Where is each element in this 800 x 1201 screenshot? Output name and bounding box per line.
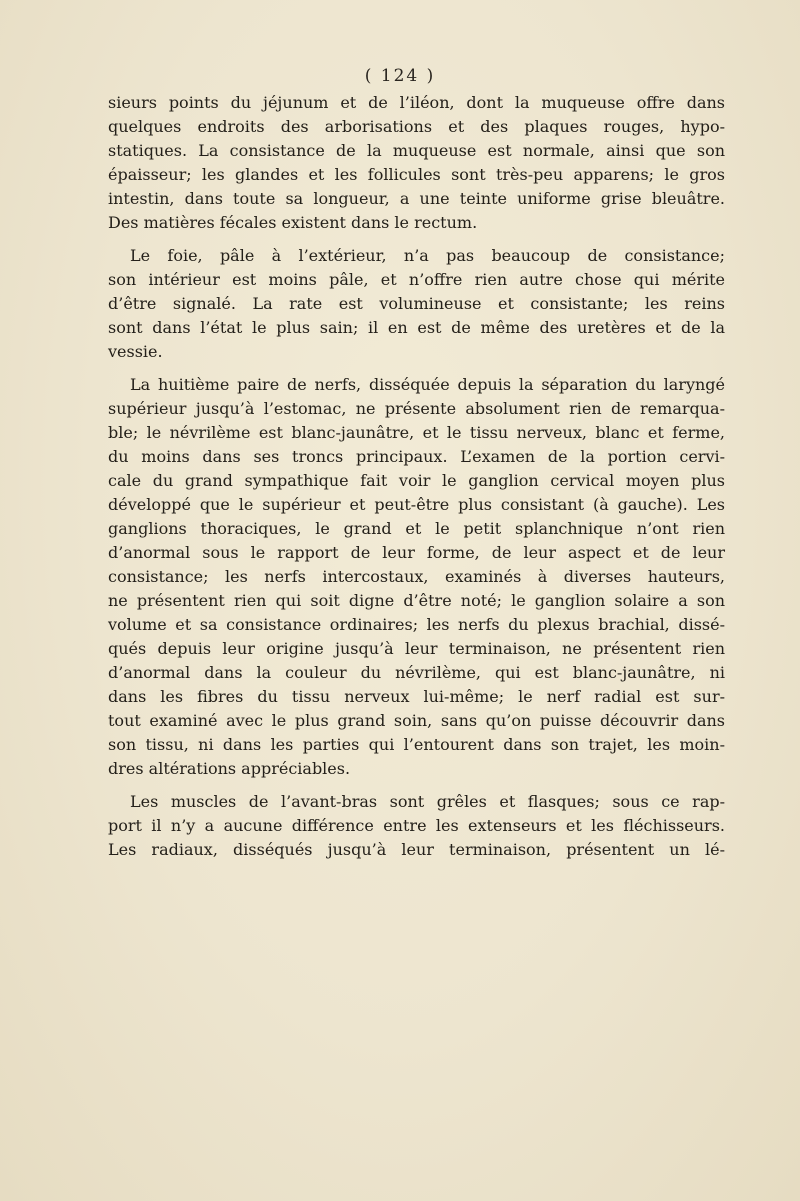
text-line: qués depuis leur origine jusqu’à leur terminaison, ne présentent rien [108,639,725,658]
paragraph-4 [108,790,725,862]
paragraph-3 [108,373,725,781]
paragraph-1 [108,91,725,235]
text-line: épaisseur; les glandes et les follicules sont très-peu apparens; le gros [108,165,725,184]
text-line: son intérieur est moins pâle, et n’offre rien autre chose qui mérite [108,270,725,289]
text-line: ganglions thoraciques, le grand et le petit splanchnique n’ont rien [108,519,725,538]
text-line: La huitième paire de nerfs, disséquée depuis la séparation du laryngé [130,375,725,394]
text-line: cale du grand sympathique fait voir le ganglion cervical moyen plus [108,471,725,490]
text-line: port il n’y a aucune différence entre les extenseurs et les fléchisseurs. [108,816,725,835]
text-line: développé que le supérieur et peut-être plus consistant (à gauche). Les [108,495,725,514]
text-line: son tissu, ni dans les parties qui l’entourent dans son trajet, les moin- [108,735,725,754]
text-line: dans les fibres du tissu nerveux lui-même; le nerf radial est sur- [108,687,725,706]
text-line: intestin, dans toute sa longueur, a une teinte uniforme grise bleuâtre. [108,189,725,208]
text-line: dres altérations appréciables. [108,759,351,778]
text-line: Le foie, pâle à l’extérieur, n’a pas beaucoup de consistance; [130,246,725,265]
text-line: d’être signalé. La rate est volumineuse et consistante; les reins [108,294,725,313]
text-line: ble; le névrilème est blanc-jaunâtre, et le tissu nerveux, blanc et ferme, [108,423,725,442]
text-line: ne présentent rien qui soit digne d’être noté; le ganglion solaire a son [108,591,725,610]
text-line: consistance; les nerfs intercostaux, examinés à diverses hauteurs, [108,567,725,586]
text-line: quelques endroits des arborisations et des plaques rouges, hypo- [108,117,725,136]
text-line: sieurs points du jéjunum et de l’iléon, dont la muqueuse offre dans [108,93,725,112]
text-line: supérieur jusqu’à l’estomac, ne présente absolument rien de remarqua- [108,399,725,418]
text-line: vessie. [108,342,163,361]
text-line: Les radiaux, disséqués jusqu’à leur terminaison, présentent un lé- [108,840,725,859]
text-line: du moins dans ses troncs principaux. L’examen de la portion cervi- [108,447,725,466]
text-line: statiques. La consistance de la muqueuse est normale, ainsi que son [108,141,725,160]
text-line: d’anormal dans la couleur du névrilème, qui est blanc-jaunâtre, ni [108,663,725,682]
text-line: Des matières fécales existent dans le rectum. [108,213,478,232]
page-number: ( 124 ) [364,66,436,86]
paragraph-2 [108,244,725,364]
text-line: tout examiné avec le plus grand soin, sans qu’on puisse découvrir dans [108,711,725,730]
text-line: d’anormal sous le rapport de leur forme, de leur aspect et de leur [108,543,725,562]
text-line: volume et sa consistance ordinaires; les nerfs du plexus brachial, dissé- [108,615,725,634]
body-text [108,91,725,862]
text-line: sont dans l’état le plus sain; il en est de même des uretères et de la [108,318,725,337]
text-line: Les muscles de l’avant-bras sont grêles et flasques; sous ce rap- [130,792,725,811]
